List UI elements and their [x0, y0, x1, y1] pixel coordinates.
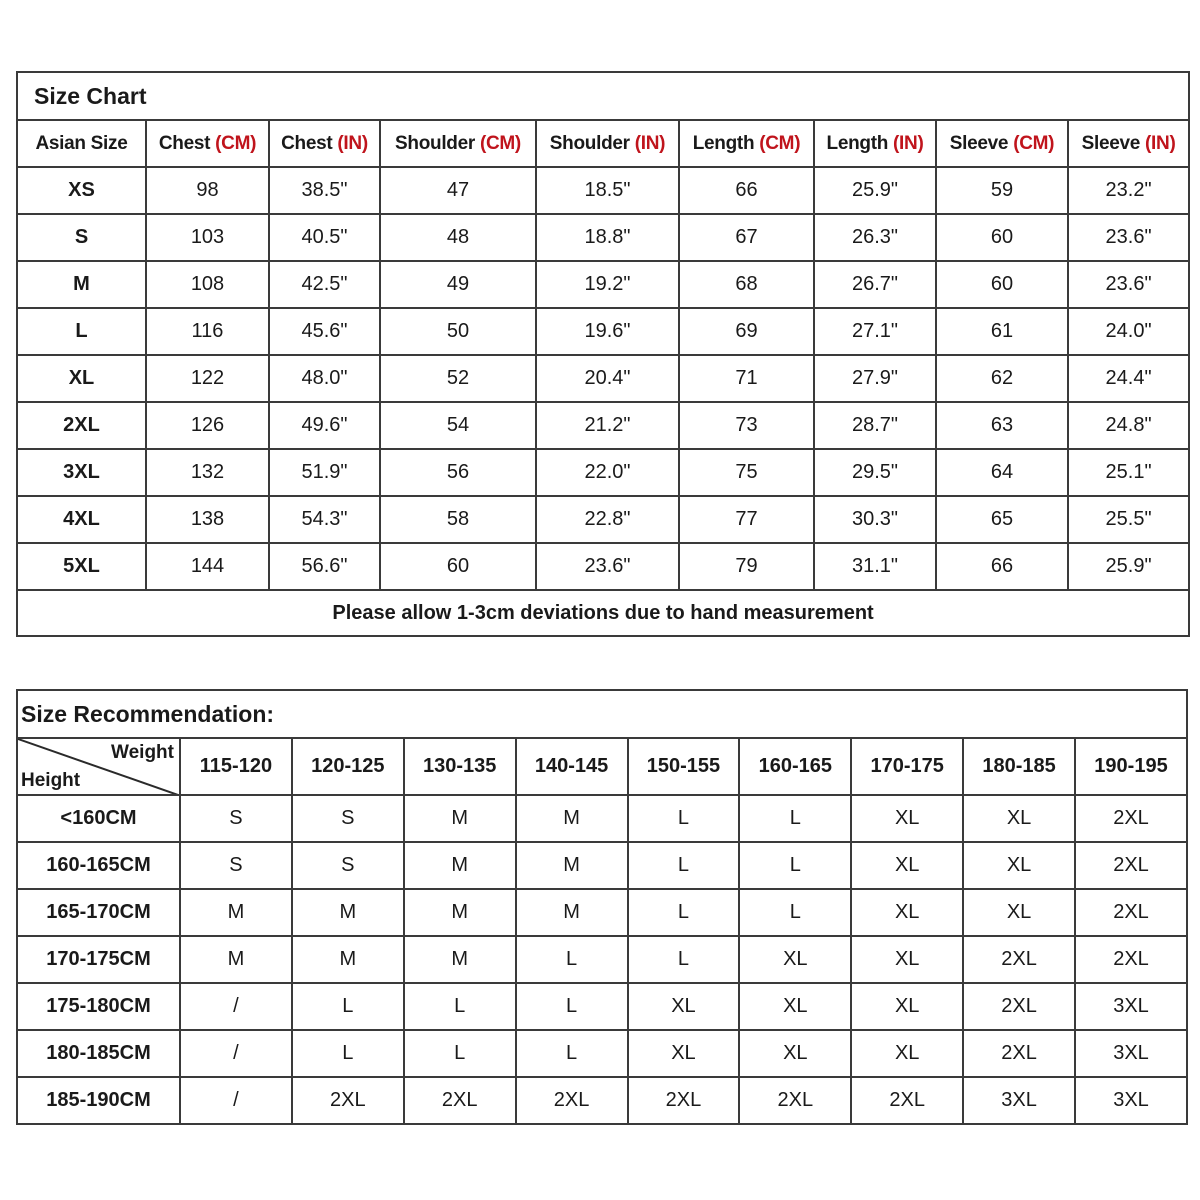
table-row	[17, 936, 1187, 983]
measurement-cell: 98	[146, 167, 269, 214]
weight-header: 160-165	[739, 738, 851, 795]
measurement-cell: 49	[380, 261, 536, 308]
weight-header: 130-135	[404, 738, 516, 795]
measurement-cell: 24.8"	[1068, 402, 1189, 449]
measurement-cell: 126	[146, 402, 269, 449]
recommended-size-cell: XL	[963, 795, 1075, 842]
measurement-cell: 56.6"	[269, 543, 380, 590]
table-row	[17, 543, 1189, 590]
recommended-size-cell: XL	[851, 889, 963, 936]
measurement-cell: 60	[936, 261, 1068, 308]
recommended-size-cell: XL	[851, 936, 963, 983]
column-header-label: Chest	[281, 132, 338, 154]
column-header-unit: (IN)	[893, 132, 924, 154]
size-label-cell: 4XL	[17, 496, 146, 543]
measurement-cell: 50	[380, 308, 536, 355]
weight-header: 140-145	[516, 738, 628, 795]
recommended-size-cell: XL	[851, 842, 963, 889]
measurement-cell: 132	[146, 449, 269, 496]
measurement-cell: 71	[679, 355, 814, 402]
height-label-cell: 180-185CM	[17, 1030, 180, 1077]
recommended-size-cell: S	[180, 795, 292, 842]
recommended-size-cell: 3XL	[963, 1077, 1075, 1124]
recommended-size-cell: 2XL	[1075, 795, 1187, 842]
measurement-cell: 54.3"	[269, 496, 380, 543]
size-label-cell: 5XL	[17, 543, 146, 590]
column-header	[380, 120, 536, 167]
table-row	[17, 355, 1189, 402]
recommended-size-cell: /	[180, 1030, 292, 1077]
table-row	[17, 308, 1189, 355]
column-header	[1068, 120, 1189, 167]
weight-axis-label: Weight	[111, 742, 174, 763]
recommended-size-cell: M	[180, 889, 292, 936]
height-label-cell: <160CM	[17, 795, 180, 842]
measurement-cell: 42.5"	[269, 261, 380, 308]
recommended-size-cell: 3XL	[1075, 1030, 1187, 1077]
measurement-cell: 77	[679, 496, 814, 543]
measurement-cell: 75	[679, 449, 814, 496]
size-chart-note-row	[17, 590, 1189, 636]
measurement-cell: 25.9"	[814, 167, 936, 214]
measurement-cell: 21.2"	[536, 402, 679, 449]
recommended-size-cell: 2XL	[516, 1077, 628, 1124]
measurement-cell: 23.2"	[1068, 167, 1189, 214]
recommended-size-cell: L	[292, 983, 404, 1030]
measurement-cell: 60	[380, 543, 536, 590]
recommended-size-cell: 2XL	[739, 1077, 851, 1124]
recommended-size-cell: M	[404, 936, 516, 983]
size-recommendation-body	[17, 690, 1187, 1124]
measurement-cell: 138	[146, 496, 269, 543]
measurement-cell: 28.7"	[814, 402, 936, 449]
weight-header: 115-120	[180, 738, 292, 795]
column-header-label: Length	[692, 132, 760, 154]
measurement-cell: 103	[146, 214, 269, 261]
measurement-cell: 47	[380, 167, 536, 214]
measurement-cell: 27.1"	[814, 308, 936, 355]
recommended-size-cell: L	[516, 936, 628, 983]
height-label-cell: 175-180CM	[17, 983, 180, 1030]
measurement-cell: 49.6"	[269, 402, 380, 449]
measurement-cell: 116	[146, 308, 269, 355]
measurement-cell: 63	[936, 402, 1068, 449]
recommended-size-cell: S	[180, 842, 292, 889]
recommended-size-cell: M	[292, 889, 404, 936]
measurement-cell: 27.9"	[814, 355, 936, 402]
height-label-cell: 170-175CM	[17, 936, 180, 983]
column-header-label: Sleeve	[1081, 132, 1146, 154]
table-row	[17, 167, 1189, 214]
recommended-size-cell: 2XL	[1075, 842, 1187, 889]
recommended-size-cell: M	[516, 842, 628, 889]
column-header	[269, 120, 380, 167]
column-header-label: Length	[826, 132, 894, 154]
table-row	[17, 842, 1187, 889]
height-label-cell: 185-190CM	[17, 1077, 180, 1124]
measurement-cell: 26.7"	[814, 261, 936, 308]
measurement-cell: 56	[380, 449, 536, 496]
measurement-note: Please allow 1-3cm deviations due to hand measurement	[17, 590, 1189, 636]
size-recommendation-title: Size Recommendation:	[17, 690, 1187, 738]
column-header-unit: (CM)	[759, 132, 801, 154]
recommended-size-cell: L	[739, 889, 851, 936]
weight-header: 180-185	[963, 738, 1075, 795]
size-label-cell: 3XL	[17, 449, 146, 496]
measurement-cell: 23.6"	[536, 543, 679, 590]
recommended-size-cell: L	[628, 936, 740, 983]
size-label-cell: M	[17, 261, 146, 308]
measurement-cell: 122	[146, 355, 269, 402]
measurement-cell: 54	[380, 402, 536, 449]
measurement-cell: 48	[380, 214, 536, 261]
measurement-cell: 31.1"	[814, 543, 936, 590]
size-chart-header-row	[17, 120, 1189, 167]
measurement-cell: 20.4"	[536, 355, 679, 402]
measurement-cell: 61	[936, 308, 1068, 355]
table-row	[17, 889, 1187, 936]
measurement-cell: 24.0"	[1068, 308, 1189, 355]
table-row	[17, 795, 1187, 842]
column-header	[814, 120, 936, 167]
measurement-cell: 69	[679, 308, 814, 355]
size-chart-table	[16, 71, 1190, 637]
column-header	[679, 120, 814, 167]
measurement-cell: 45.6"	[269, 308, 380, 355]
recommended-size-cell: M	[180, 936, 292, 983]
recommended-size-cell: 3XL	[1075, 983, 1187, 1030]
measurement-cell: 19.2"	[536, 261, 679, 308]
column-header	[936, 120, 1068, 167]
measurement-cell: 66	[936, 543, 1068, 590]
table-row	[17, 496, 1189, 543]
measurement-cell: 64	[936, 449, 1068, 496]
recommended-size-cell: M	[404, 842, 516, 889]
measurement-cell: 25.9"	[1068, 543, 1189, 590]
recommended-size-cell: L	[516, 1030, 628, 1077]
weight-height-corner-cell	[17, 738, 180, 795]
weight-header: 120-125	[292, 738, 404, 795]
measurement-cell: 26.3"	[814, 214, 936, 261]
recommended-size-cell: M	[404, 889, 516, 936]
recommended-size-cell: XL	[628, 983, 740, 1030]
measurement-cell: 18.8"	[536, 214, 679, 261]
recommended-size-cell: L	[628, 889, 740, 936]
weight-header: 170-175	[851, 738, 963, 795]
height-label-cell: 165-170CM	[17, 889, 180, 936]
recommended-size-cell: S	[292, 842, 404, 889]
recommended-size-cell: /	[180, 983, 292, 1030]
measurement-cell: 19.6"	[536, 308, 679, 355]
measurement-cell: 23.6"	[1068, 214, 1189, 261]
table-row	[17, 402, 1189, 449]
recommended-size-cell: L	[628, 795, 740, 842]
size-recommendation-table	[16, 689, 1188, 1125]
recommended-size-cell: L	[516, 983, 628, 1030]
column-header-unit: (IN)	[634, 132, 666, 154]
recommended-size-cell: 2XL	[628, 1077, 740, 1124]
measurement-cell: 73	[679, 402, 814, 449]
measurement-cell: 65	[936, 496, 1068, 543]
recommended-size-cell: L	[628, 842, 740, 889]
table-row	[17, 1030, 1187, 1077]
recommended-size-cell: 2XL	[1075, 889, 1187, 936]
table-row	[17, 214, 1189, 261]
height-label-cell: 160-165CM	[17, 842, 180, 889]
measurement-cell: 66	[679, 167, 814, 214]
table-row	[17, 449, 1189, 496]
measurement-cell: 62	[936, 355, 1068, 402]
recommended-size-cell: 2XL	[963, 983, 1075, 1030]
size-recommendation-title-row	[17, 690, 1187, 738]
size-recommendation-header-row	[17, 738, 1187, 795]
measurement-cell: 29.5"	[814, 449, 936, 496]
size-label-cell: XL	[17, 355, 146, 402]
size-label-cell: S	[17, 214, 146, 261]
weight-header: 190-195	[1075, 738, 1187, 795]
column-header-unit: (IN)	[337, 132, 368, 154]
recommended-size-cell: L	[292, 1030, 404, 1077]
measurement-cell: 23.6"	[1068, 261, 1189, 308]
recommended-size-cell: 2XL	[851, 1077, 963, 1124]
measurement-cell: 38.5"	[269, 167, 380, 214]
column-header-unit: (CM)	[479, 132, 521, 154]
recommended-size-cell: /	[180, 1077, 292, 1124]
recommended-size-cell: XL	[851, 983, 963, 1030]
recommended-size-cell: 2XL	[292, 1077, 404, 1124]
measurement-cell: 25.1"	[1068, 449, 1189, 496]
size-chart-body	[17, 72, 1189, 636]
recommended-size-cell: L	[404, 1030, 516, 1077]
recommended-size-cell: L	[739, 842, 851, 889]
measurement-cell: 25.5"	[1068, 496, 1189, 543]
measurement-cell: 52	[380, 355, 536, 402]
size-label-cell: XS	[17, 167, 146, 214]
recommended-size-cell: M	[404, 795, 516, 842]
column-header-label: Sleeve	[949, 132, 1014, 154]
height-axis-label: Height	[21, 770, 81, 791]
measurement-cell: 40.5"	[269, 214, 380, 261]
column-header	[146, 120, 269, 167]
table-row	[17, 261, 1189, 308]
weight-header: 150-155	[628, 738, 740, 795]
measurement-cell: 24.4"	[1068, 355, 1189, 402]
measurement-cell: 68	[679, 261, 814, 308]
recommended-size-cell: 2XL	[404, 1077, 516, 1124]
column-header-unit: (CM)	[215, 132, 257, 154]
measurement-cell: 67	[679, 214, 814, 261]
measurement-cell: 59	[936, 167, 1068, 214]
recommended-size-cell: 3XL	[1075, 1077, 1187, 1124]
recommended-size-cell: M	[516, 889, 628, 936]
size-chart-title: Size Chart	[17, 72, 1189, 120]
column-header	[17, 120, 146, 167]
measurement-cell: 79	[679, 543, 814, 590]
recommended-size-cell: XL	[963, 842, 1075, 889]
recommended-size-cell: XL	[739, 983, 851, 1030]
recommended-size-cell: L	[739, 795, 851, 842]
column-header-label: Chest	[158, 132, 216, 154]
size-label-cell: L	[17, 308, 146, 355]
column-header-label: Shoulder	[395, 132, 480, 154]
size-label-cell: 2XL	[17, 402, 146, 449]
column-header	[536, 120, 679, 167]
column-header-label: Shoulder	[549, 132, 635, 154]
recommended-size-cell: L	[404, 983, 516, 1030]
measurement-cell: 58	[380, 496, 536, 543]
table-row	[17, 983, 1187, 1030]
column-header-label: Asian Size	[35, 132, 128, 154]
recommended-size-cell: XL	[851, 1030, 963, 1077]
recommended-size-cell: XL	[739, 1030, 851, 1077]
recommended-size-cell: S	[292, 795, 404, 842]
recommended-size-cell: 2XL	[963, 1030, 1075, 1077]
column-header-unit: (IN)	[1145, 132, 1176, 154]
measurement-cell: 144	[146, 543, 269, 590]
measurement-cell: 18.5"	[536, 167, 679, 214]
measurement-cell: 22.8"	[536, 496, 679, 543]
measurement-cell: 51.9"	[269, 449, 380, 496]
measurement-cell: 108	[146, 261, 269, 308]
recommended-size-cell: XL	[739, 936, 851, 983]
recommended-size-cell: M	[292, 936, 404, 983]
table-row	[17, 1077, 1187, 1124]
recommended-size-cell: XL	[851, 795, 963, 842]
measurement-cell: 48.0"	[269, 355, 380, 402]
measurement-cell: 60	[936, 214, 1068, 261]
recommended-size-cell: 2XL	[963, 936, 1075, 983]
size-chart-title-row	[17, 72, 1189, 120]
recommended-size-cell: XL	[628, 1030, 740, 1077]
measurement-cell: 30.3"	[814, 496, 936, 543]
column-header-unit: (CM)	[1013, 132, 1055, 154]
recommended-size-cell: M	[516, 795, 628, 842]
recommended-size-cell: 2XL	[1075, 936, 1187, 983]
measurement-cell: 22.0"	[536, 449, 679, 496]
recommended-size-cell: XL	[963, 889, 1075, 936]
